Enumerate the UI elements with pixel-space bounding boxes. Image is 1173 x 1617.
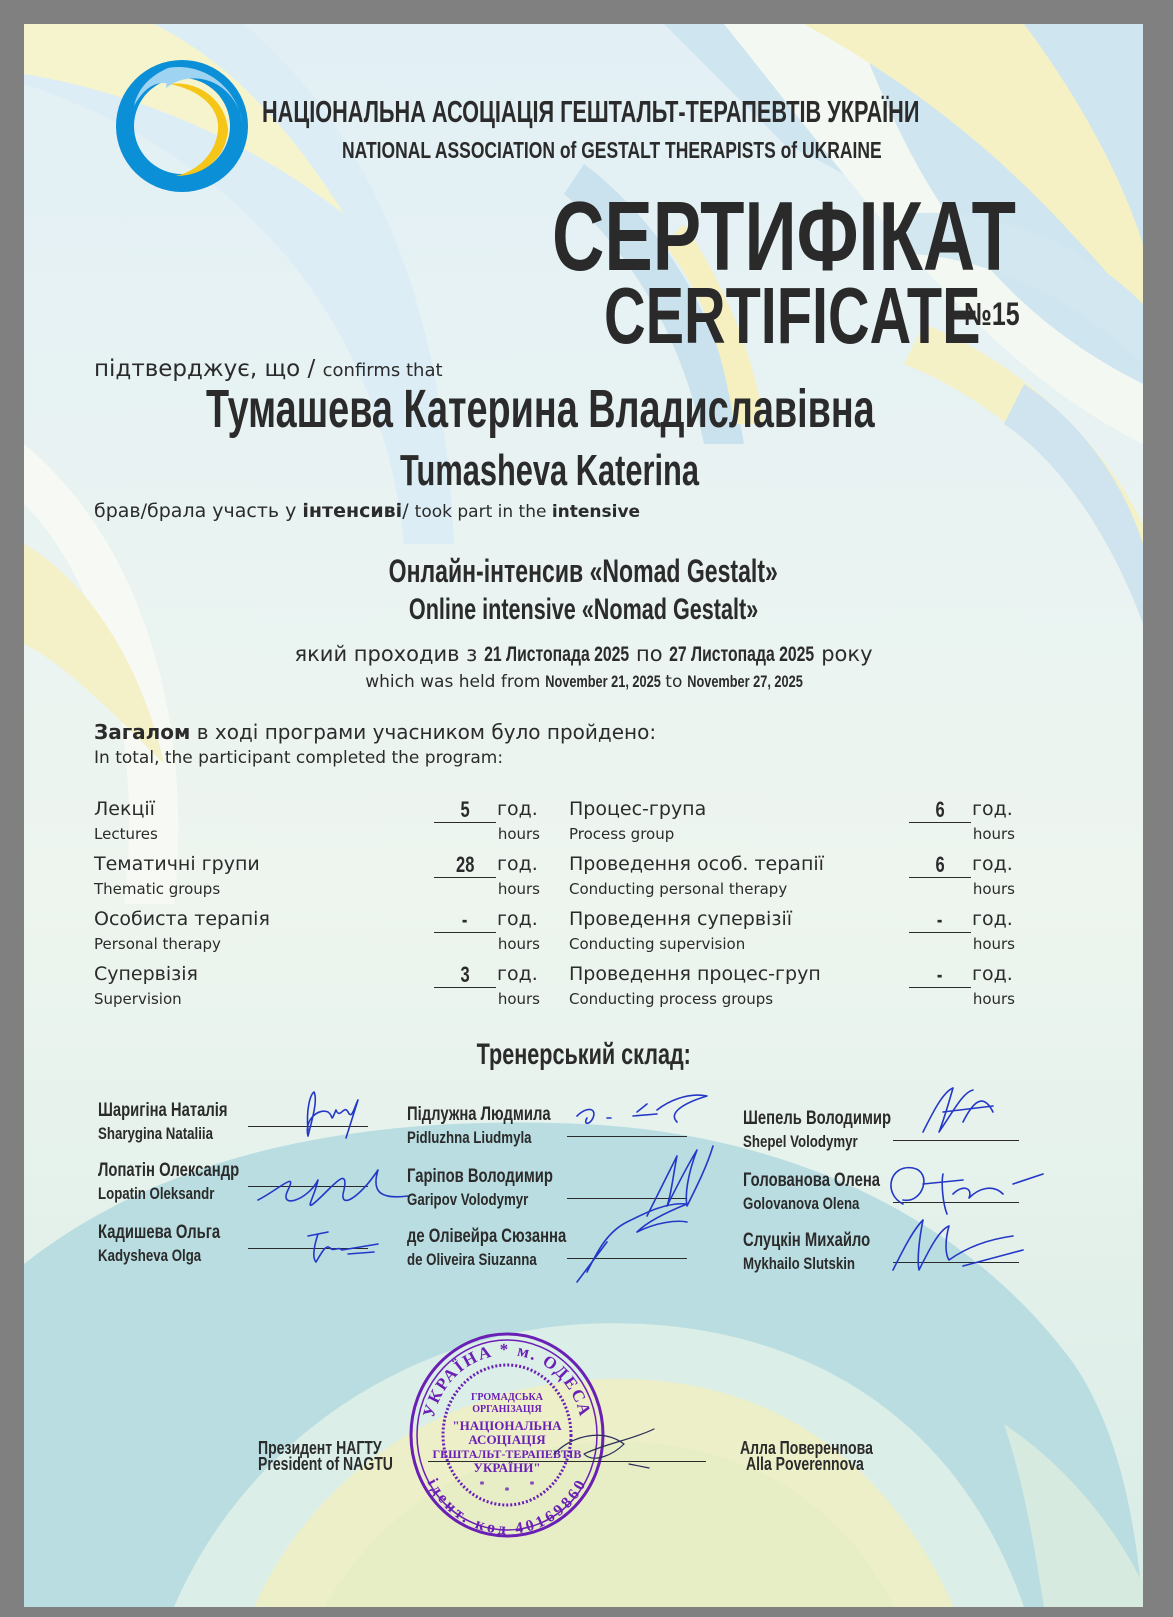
certificate-title-ua: СЕРТИФІКАТ (552, 181, 1016, 291)
svg-text:УКРАЇНИ": УКРАЇНИ" (473, 1460, 541, 1475)
hours-value (434, 853, 496, 878)
svg-text:*: * (529, 1480, 535, 1491)
president-name-en: Alla Poverennova (746, 1454, 864, 1474)
end-date-en: November 27, 2025 (687, 672, 803, 691)
took-part-ua: брав/брала участь у (94, 500, 303, 522)
trainer-signature (557, 1092, 727, 1142)
trainer-signature (883, 1210, 1043, 1280)
president-role-en: President of NAGTU (258, 1454, 393, 1474)
took-part-en: took part in the (414, 502, 552, 522)
hours-value (434, 908, 496, 933)
hours-unit-ua: год. (972, 963, 1013, 985)
trainer-name-en: Mykhailo Slutskin (743, 1254, 856, 1273)
hours-label-en: Thematic groups (94, 880, 221, 898)
trainer-name-en: Pidluzhna Liudmyla (407, 1128, 532, 1147)
trainer-name-en: Golovanova Olena (743, 1194, 860, 1213)
trainer-name-ua: Слуцкін Михайло (743, 1230, 871, 1251)
recipient-name-ua: Тумашева Катерина Владиславівна (206, 379, 875, 439)
dates-ua-mid: по (629, 642, 670, 666)
hours-label-en: Supervision (94, 990, 182, 1008)
trainer-name-en: Shepel Volodymyr (743, 1132, 858, 1151)
dates-ua-prefix: який проходив з (294, 642, 485, 666)
trainer-name-en: de Oliveira Siuzanna (407, 1250, 537, 1269)
certificate-page (24, 24, 1143, 1607)
hours-label-ua: Супервізія (94, 963, 198, 985)
hours-label-ua: Проведення процес-груп (569, 963, 821, 985)
hours-unit-ua: год. (497, 963, 538, 985)
svg-text:*: * (479, 1480, 485, 1491)
president-name-ua: Алла Поверенnова (740, 1438, 873, 1458)
hours-unit-en: hours (972, 880, 1015, 898)
hours-label-ua: Лекції (94, 798, 155, 820)
hours-label-ua: Особиста терапія (94, 908, 270, 930)
president-role-ua: Президент НАГТУ (258, 1438, 382, 1458)
hours-unit-en: hours (972, 935, 1015, 953)
hours-unit-en: hours (972, 825, 1015, 843)
hours-row (94, 798, 540, 854)
svg-text:"НАЦІОНАЛЬНА: "НАЦІОНАЛЬНА (452, 1418, 562, 1433)
trainer-entry (743, 1230, 1043, 1286)
hours-label-en: Process group (569, 825, 675, 843)
hours-row (569, 853, 1015, 909)
start-date-en: November 21, 2025 (545, 672, 661, 691)
confirms-ua: підтверджує, що / (94, 356, 323, 382)
hours-value (909, 798, 971, 823)
trainer-name-ua: Шепель Володимир (743, 1108, 892, 1129)
end-date-ua: 27 Листопада 2025 (669, 643, 815, 666)
hours-label-en: Personal therapy (94, 935, 221, 953)
hours-unit-ua: год. (972, 798, 1013, 820)
hours-value (909, 908, 971, 933)
took-part-ua-bold: інтенсиві (302, 500, 403, 522)
svg-text:ГЕШТАЛЬТ-ТЕРАПЕВТІВ: ГЕШТАЛЬТ-ТЕРАПЕВТІВ (432, 1447, 582, 1461)
trainer-name-ua: Шаригіна Наталія (98, 1100, 228, 1121)
trainer-entry (98, 1160, 398, 1216)
hours-unit-ua: год. (972, 853, 1013, 875)
trainers-title: Тренерський склад: (476, 1038, 691, 1071)
trainer-name-en: Sharygina Nataliia (98, 1124, 213, 1143)
totals-intro-ua-bold: Загалом (94, 720, 191, 744)
hours-value-text: 6 (935, 797, 945, 822)
hours-unit-en: hours (972, 990, 1015, 1008)
president-signature (544, 1424, 664, 1474)
hours-value-text: - (937, 962, 943, 987)
hours-unit-ua: год. (497, 853, 538, 875)
hours-value (434, 798, 496, 823)
trainer-name-ua: Кадишева Ольга (98, 1222, 221, 1243)
svg-text:УКРАЇНА * м. ОДЕСА: УКРАЇНА * м. ОДЕСА (418, 1339, 596, 1420)
hours-label-ua: Процес-група (569, 798, 707, 820)
hours-label-ua: Проведення особ. терапії (569, 853, 824, 875)
hours-unit-ua: год. (497, 798, 538, 820)
hours-unit-en: hours (497, 990, 540, 1008)
trainer-signature (278, 1090, 378, 1150)
svg-text:ідент. код 40169860: ідент. код 40169860 (423, 1476, 591, 1539)
hours-unit-ua: год. (497, 908, 538, 930)
hours-unit-en: hours (497, 825, 540, 843)
dates-en-prefix: which was held from (365, 672, 546, 692)
hours-value (909, 853, 971, 878)
hours-value-text: 3 (460, 962, 470, 987)
hours-label-en: Conducting personal therapy (569, 880, 788, 898)
trainer-entry (407, 1226, 707, 1282)
svg-text:ГРОМАДСЬКА: ГРОМАДСЬКА (470, 1392, 544, 1403)
trainer-signature (278, 1222, 398, 1272)
trainer-name-ua: Лопатін Олександр (98, 1160, 240, 1181)
trainer-signature (258, 1160, 428, 1220)
ring-logo-icon (110, 54, 254, 198)
trainer-entry (98, 1222, 398, 1278)
trainer-signature (547, 1192, 707, 1292)
dates-en-mid: to (659, 672, 688, 692)
totals-intro-ua (94, 720, 656, 744)
hours-label-en: Conducting supervision (569, 935, 746, 953)
program-title-ua-row (24, 552, 1143, 590)
hours-unit-en: hours (497, 935, 540, 953)
recipient-name-en: Tumasheva Katerina (400, 446, 699, 495)
trainer-entry (98, 1100, 398, 1156)
hours-value (909, 963, 971, 988)
trainer-name-ua: Голованова Олена (743, 1170, 881, 1191)
dates-en (24, 672, 1143, 692)
took-part-sep: / (402, 500, 415, 522)
hours-value-text: 28 (455, 852, 475, 877)
hours-row (569, 798, 1015, 854)
trainer-name-en: Lopatin Oleksandr (98, 1184, 215, 1203)
program-title-ua: Онлайн-інтенсив «Nomad Gestalt» (388, 553, 779, 589)
certificate-number: №15 (964, 296, 1020, 332)
took-part-line (94, 500, 640, 522)
hours-row (94, 908, 540, 964)
hours-label-en: Lectures (94, 825, 158, 843)
svg-text:АСОЦІАЦІЯ: АСОЦІАЦІЯ (468, 1432, 546, 1447)
trainer-name-en: Kadysheva Olga (98, 1246, 202, 1265)
svg-text:ОРГАНІЗАЦІЯ: ОРГАНІЗАЦІЯ (472, 1404, 542, 1415)
program-title-en: Online intensive «Nomad Gestalt» (408, 593, 759, 626)
hours-row (569, 963, 1015, 1019)
svg-text:*: * (504, 1486, 510, 1497)
hours-value-text: - (462, 907, 468, 932)
start-date-ua: 21 Листопада 2025 (484, 643, 630, 666)
hours-value (434, 963, 496, 988)
hours-unit-en: hours (497, 880, 540, 898)
hours-row (569, 908, 1015, 964)
hours-row (94, 963, 540, 1019)
dates-ua-suffix: року (814, 642, 873, 666)
dates-ua (24, 642, 1143, 667)
org-name-ua: НАЦІОНАЛЬНА АСОЦІАЦІЯ ГЕШТАЛЬТ-ТЕРАПЕВТІВ УКРАЇНИ (262, 94, 920, 129)
took-part-en-bold: intensive (551, 502, 641, 522)
program-title-en-row (24, 592, 1143, 627)
trainer-name-ua: Підлужна Людмила (407, 1104, 551, 1125)
hours-row (94, 853, 540, 909)
hours-label-ua: Тематичні групи (94, 853, 260, 875)
trainers-title-row (24, 1038, 1143, 1072)
hours-label-en: Conducting process groups (569, 990, 774, 1008)
trainer-name-en: Garipov Volodymyr (407, 1190, 529, 1209)
trainer-signature (883, 1082, 1023, 1152)
hours-value-text: 6 (935, 852, 945, 877)
totals-intro-ua-text: в ході програми учасником було пройдено: (190, 720, 657, 744)
org-name-en: NATIONAL ASSOCIATION of GESTALT THERAPISTS of UKRAINE (342, 137, 882, 163)
hours-value-text: - (937, 907, 943, 932)
hours-value-text: 5 (460, 797, 470, 822)
hours-label-ua: Проведення супервізії (569, 908, 792, 930)
confirms-en: confirms that (322, 360, 443, 381)
hours-unit-ua: год. (972, 908, 1013, 930)
trainer-name-ua: де Олівейра Сюзанна (407, 1226, 567, 1247)
totals-intro-en: In total, the participant completed the program: (94, 748, 504, 768)
certificate-title-en: CERTIFICATE (604, 271, 981, 360)
trainer-name-ua: Гаріпов Володимир (407, 1166, 553, 1187)
